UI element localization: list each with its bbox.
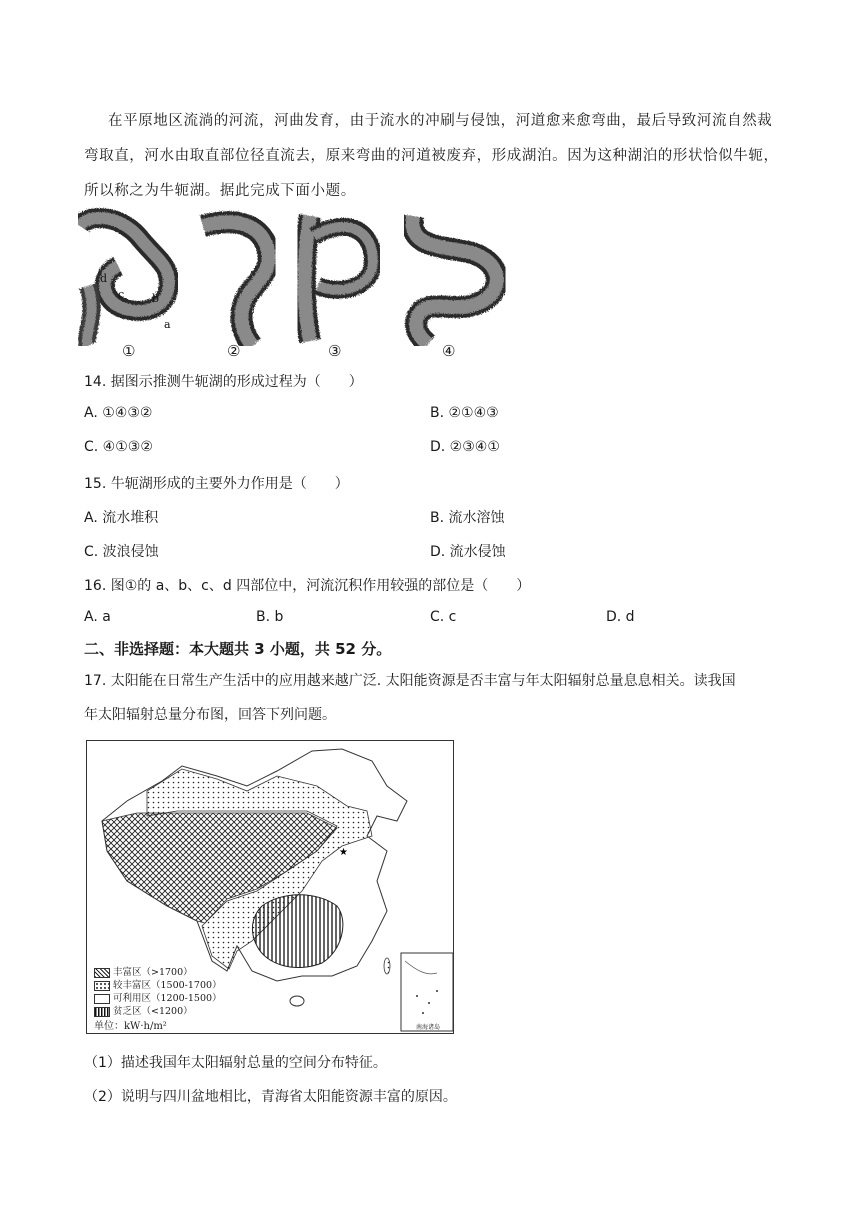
taiwan-island xyxy=(384,958,390,974)
legend-rich-label: 丰富区（>1700） xyxy=(113,967,193,978)
figure-label-3: ③ xyxy=(328,342,342,360)
question-17-line-1: 17. 太阳能在日常生产生活中的应用越来越广泛. 太阳能资源是否丰富与年太阳辐射总量息息相关。读我国 xyxy=(84,673,736,689)
figure-panel-2 xyxy=(203,222,269,346)
question-17-line-2: 年太阳辐射总量分布图，回答下列问题。 xyxy=(84,707,336,723)
legend-poor xyxy=(94,1003,193,1017)
figure-panel-3 xyxy=(305,216,373,341)
question-14: 14. 据图示推测牛轭湖的形成过程为（ ） xyxy=(84,374,363,390)
legend-unit: 单位：kW·h/m² xyxy=(94,1021,167,1032)
q15-option-b[interactable]: B. 流水溶蚀 xyxy=(430,510,505,526)
q14-option-c[interactable]: C. ④①③② xyxy=(84,439,153,455)
q16-option-a[interactable]: A. a xyxy=(84,609,111,625)
south-china-sea-inset xyxy=(401,953,453,1031)
figure-panel-4 xyxy=(412,216,496,344)
capital-star-icon: ★ xyxy=(339,847,348,858)
legend-usable-label: 可利用区（1200-1500） xyxy=(113,993,222,1004)
oxbow-figure xyxy=(78,206,518,346)
figure-label-4: ④ xyxy=(442,342,456,360)
q16-option-b[interactable]: B. b xyxy=(256,609,284,625)
question-17-sub-1: （1）描述我国年太阳辐射总量的空间分布特征。 xyxy=(84,1055,387,1071)
q14-option-a[interactable]: A. ①④③② xyxy=(84,405,153,421)
legend-fairly-rich-label: 较丰富区（1500-1700） xyxy=(113,980,222,991)
point-label-d: d xyxy=(100,272,108,285)
legend-fairly-rich xyxy=(94,977,222,991)
intro-line-2: 弯取直，河水由取直部位径直流去，原来弯曲的河道被废弃，形成湖泊。因为这种湖泊的形状恰似牛轭， xyxy=(84,148,779,164)
q15-option-d[interactable]: D. 流水侵蚀 xyxy=(430,544,506,560)
q15-option-c[interactable]: C. 波浪侵蚀 xyxy=(84,544,159,560)
q14-option-d[interactable]: D. ②③④① xyxy=(430,439,500,455)
intro-line-3: 所以称之为牛轭湖。据此完成下面小题。 xyxy=(84,183,356,199)
legend-poor-label: 贫乏区（<1200） xyxy=(113,1006,193,1017)
question-15: 15. 牛轭湖形成的主要外力作用是（ ） xyxy=(84,476,349,492)
q16-option-d[interactable]: D. d xyxy=(606,609,635,625)
map-poor-region xyxy=(252,895,342,968)
hainan-island xyxy=(290,996,304,1006)
legend-usable xyxy=(94,990,222,1004)
point-label-c: c xyxy=(118,288,125,301)
intro-line-1: 在平原地区流淌的河流，河曲发育，由于流水的冲刷与侵蚀，河道愈来愈弯曲，最后导致河流自然裁 xyxy=(108,113,773,129)
legend-rich xyxy=(94,964,193,978)
figure-panel-1 xyxy=(80,218,169,346)
q16-option-c[interactable]: C. c xyxy=(430,609,457,625)
figure-label-2: ② xyxy=(227,342,241,360)
point-label-b: b xyxy=(152,292,160,305)
figure-label-1: ① xyxy=(122,342,136,360)
question-17-sub-2: （2）说明与四川盆地相比，青海省太阳能资源丰富的原因。 xyxy=(84,1089,457,1105)
question-16: 16. 图①的 a、b、c、d 四部位中，河流沉积作用较强的部位是（ ） xyxy=(84,578,531,594)
q14-option-b[interactable]: B. ②①④③ xyxy=(430,405,499,421)
section-heading: 二、非选择题：本大题共 3 小题，共 52 分。 xyxy=(84,640,392,658)
inset-label: 南海诸岛 xyxy=(415,1024,441,1031)
point-label-a: a xyxy=(164,318,171,331)
q15-option-a[interactable]: A. 流水堆积 xyxy=(84,510,159,526)
